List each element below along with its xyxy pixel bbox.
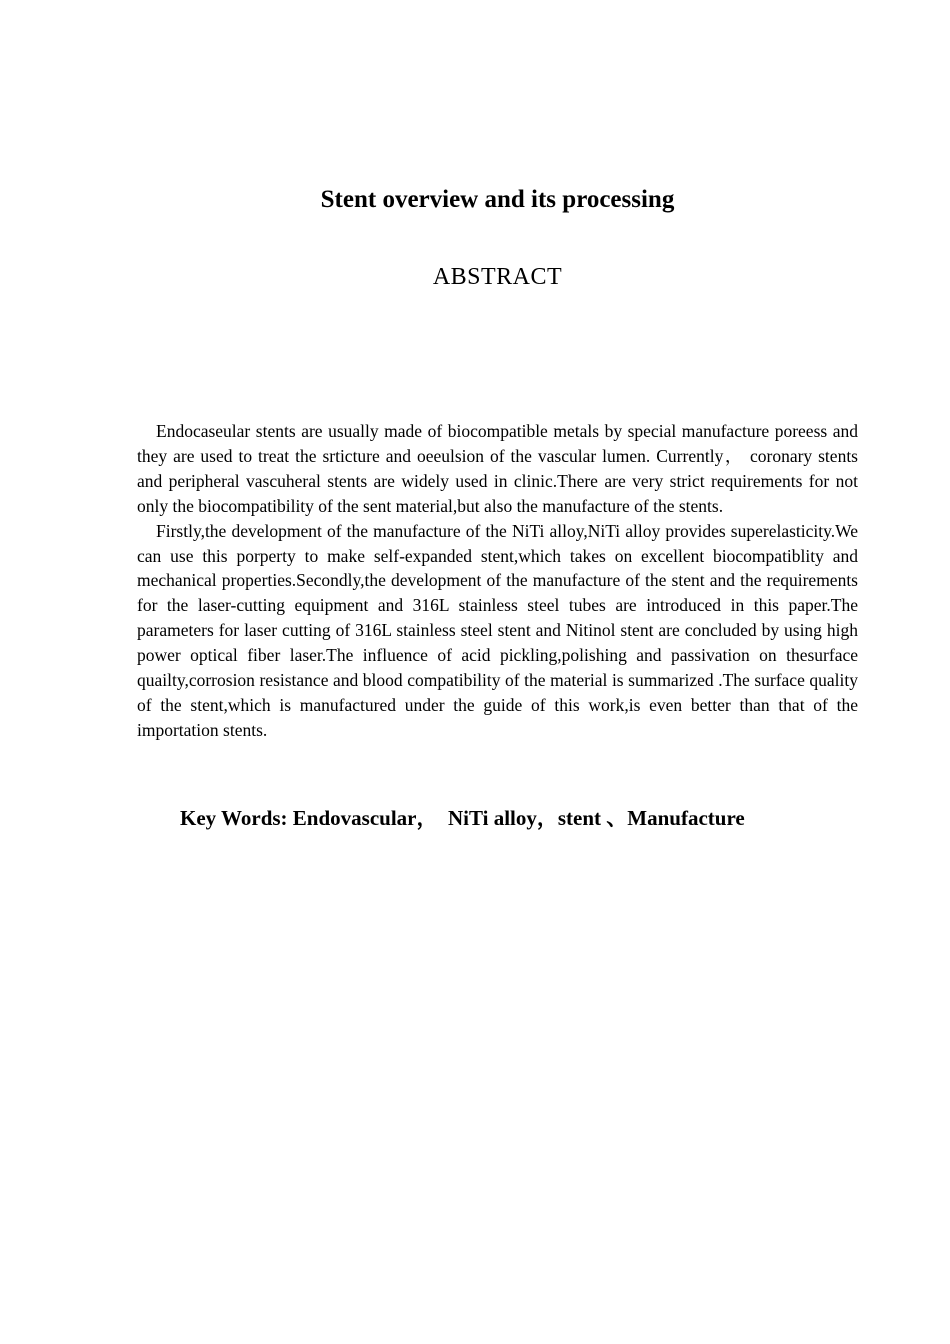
keywords-line [180,803,880,833]
abstract-paragraph-1: Endocaseular stents are usually made of biocompatible metals by special manufacture poreess and they are used to treat the srticture and oeeulsion of the vascular lumen. Currently， coronary stents and peripheral vascuheral stents are widely used in clinic.There are very strict requirements for not only the biocompatibility of the sent material,but also the manufacture of the stents. [137,421,858,516]
abstract-paragraph-2: Firstly,the development of the manufacture of the NiTi alloy,NiTi alloy provides superelasticity.We can use this porperty to make self-expanded stent,which takes on excellent biocompatiblity and mechanical properties.Secondly,the development of the manufacture of the stent and the requirements for the laser-cutting equipment and 316L stainless steel tubes are introduced in this paper.The parameters for laser cutting of 316L stainless steel stent and Nitinol stent are concluded by using high power optical fiber laser.The influence of acid pickling,polishing and passivation on thesurface quailty,corrosion resistance and blood compatibility of the material is summarized .The surface quality of the stent,which is manufactured under the guide of this work,is even better than that of the importation stents. [137,520,858,740]
keywords-label: Key Words: [180,806,288,830]
keywords-items: Endovascular， NiTi alloy，stent 、Manufacture [292,806,745,830]
page-title: Stent overview and its processing [320,186,675,213]
abstract-heading: ABSTRACT [432,264,563,290]
abstract-body [137,419,858,743]
